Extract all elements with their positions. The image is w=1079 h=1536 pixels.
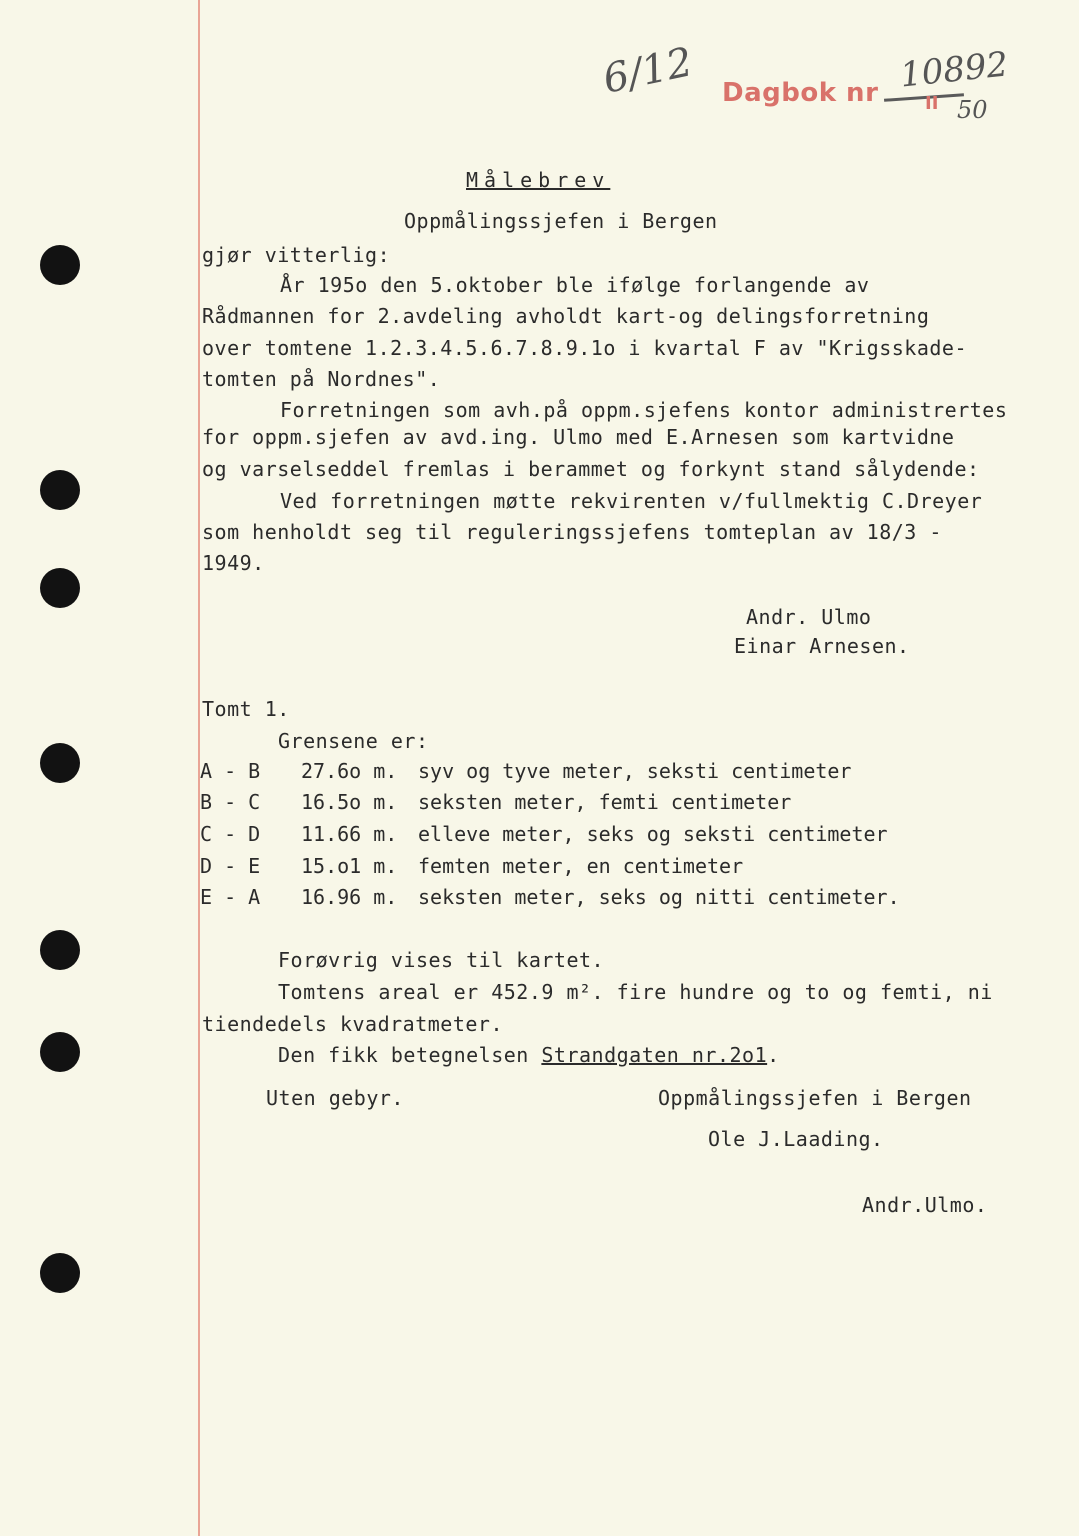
- designation-prefix: Den fikk betegnelsen: [278, 1043, 542, 1067]
- issuer: Oppmålingssjefen i Bergen: [404, 209, 718, 233]
- punch-hole: [40, 1032, 80, 1072]
- paragraph-line: som henholdt seg til reguleringssjefens tomteplan av 18/3 -: [202, 520, 942, 544]
- paragraph-line: over tomtene 1.2.3.4.5.6.7.8.9.1o i kvartal F av "Krigsskade-: [202, 336, 968, 360]
- document-title: Målebrev: [466, 168, 611, 192]
- punch-hole: [40, 930, 80, 970]
- map-reference: Forøvrig vises til kartet.: [278, 948, 605, 972]
- signature-ulmo-2: Andr.Ulmo.: [862, 1193, 988, 1217]
- punch-hole: [40, 470, 80, 510]
- punch-hole: [40, 245, 80, 285]
- designation-suffix: .: [767, 1043, 780, 1067]
- signature-arnesen: Einar Arnesen.: [734, 634, 910, 658]
- fee-note: Uten gebyr.: [266, 1086, 404, 1110]
- border-segment: B - C: [200, 790, 261, 814]
- border-segment: E - A: [200, 885, 261, 909]
- signature-ulmo: Andr. Ulmo: [746, 605, 872, 629]
- border-length: 16.5o m.: [301, 790, 398, 814]
- paragraph-line: 1949.: [202, 551, 265, 575]
- border-words: seksten meter, femti centimeter: [418, 790, 792, 814]
- paragraph-line: Rådmannen for 2.avdeling avholdt kart-og delingsforretning: [202, 304, 930, 328]
- signature-office: Oppmålingssjefen i Bergen: [658, 1086, 972, 1110]
- border-words: elleve meter, seks og seksti centimeter: [418, 822, 888, 846]
- paragraph-line: for oppm.sjefen av avd.ing. Ulmo med E.Arnesen som kartvidne: [202, 425, 955, 449]
- border-segment: A - B: [200, 759, 261, 783]
- area-line: Tomtens areal er 452.9 m². fire hundre og to og femti, ni: [278, 980, 993, 1004]
- stamp-fraction-bar: [884, 93, 964, 102]
- stamp-date: 6/12: [599, 39, 697, 103]
- intro: gjør vitterlig:: [202, 243, 391, 267]
- border-length: 15.o1 m.: [301, 854, 398, 878]
- paragraph-line: Ved forretningen møtte rekvirenten v/fullmektig C.Dreyer: [280, 489, 983, 513]
- plot-heading: Tomt 1.: [202, 697, 290, 721]
- paragraph-line: År 195o den 5.oktober ble ifølge forlangende av: [280, 273, 870, 297]
- paragraph-line: og varselseddel fremlas i berammet og forkynt stand sålydende:: [202, 457, 980, 481]
- punch-hole: [40, 1253, 80, 1293]
- punch-hole: [40, 743, 80, 783]
- stamp-number: 10892: [898, 44, 1010, 96]
- designation-line: [278, 1043, 780, 1067]
- stamp-label: Dagbok nr: [722, 78, 879, 108]
- border-words: seksten meter, seks og nitti centimeter.: [418, 885, 900, 909]
- area-line: tiendedels kvadratmeter.: [202, 1012, 503, 1036]
- border-length: 27.6o m.: [301, 759, 398, 783]
- border-length: 11.66 m.: [301, 822, 398, 846]
- border-words: syv og tyve meter, seksti centimeter: [418, 759, 852, 783]
- signature-laading: Ole J.Laading.: [708, 1127, 884, 1151]
- punch-hole: [40, 568, 80, 608]
- border-length: 16.96 m.: [301, 885, 398, 909]
- borders-heading: Grensene er:: [278, 729, 429, 753]
- paragraph-line: tomten på Nordnes".: [202, 367, 441, 391]
- border-words: femten meter, en centimeter: [418, 854, 744, 878]
- stamp-year: 50: [957, 96, 988, 124]
- designation-name: Strandgaten nr.2o1: [541, 1043, 768, 1067]
- border-segment: D - E: [200, 854, 261, 878]
- paragraph-line: Forretningen som avh.på oppm.sjefens kontor administrertes: [280, 398, 1008, 422]
- stamp-roman: II: [925, 93, 939, 114]
- border-segment: C - D: [200, 822, 261, 846]
